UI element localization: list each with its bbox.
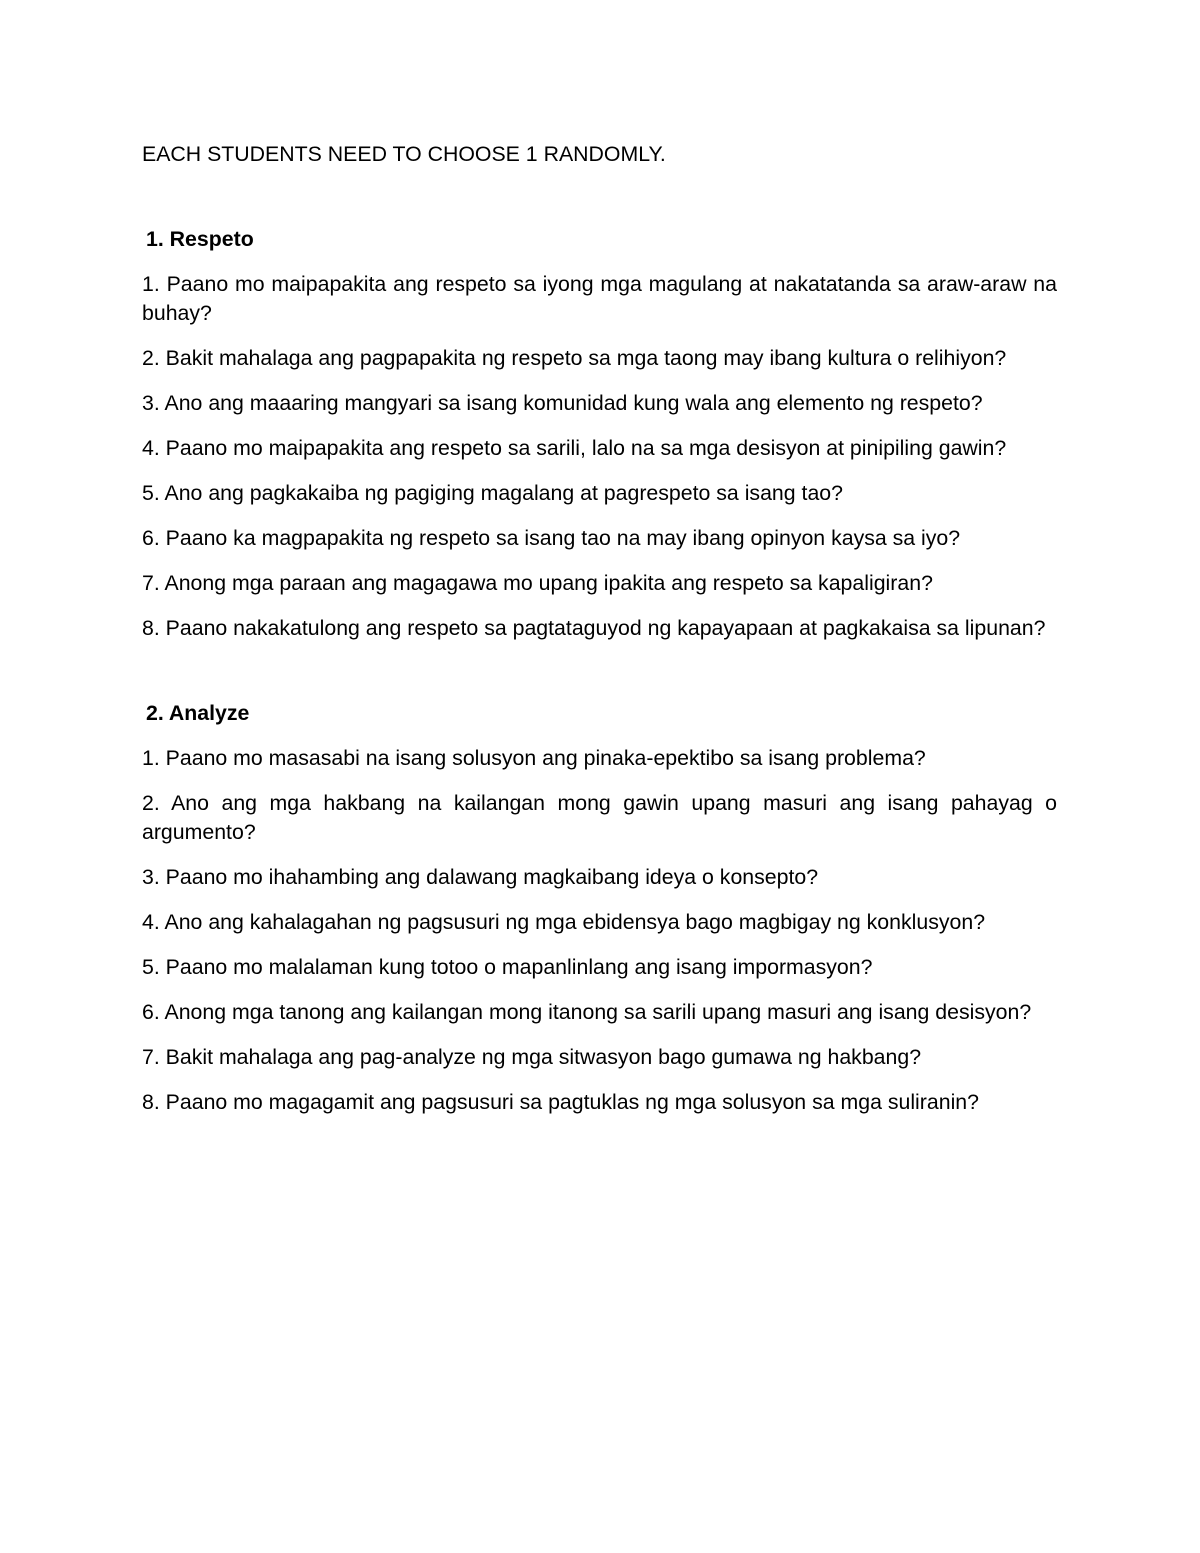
question-item: 8. Paano mo magagamit ang pagsusuri sa pagtuklas ng mga solusyon sa mga suliranin? [142, 1090, 979, 1114]
section-analyze [142, 699, 1057, 1117]
question-item: 3. Ano ang maaaring mangyari sa isang komunidad kung wala ang elemento ng respeto? [142, 391, 983, 415]
section-respeto [142, 225, 1057, 643]
question-item: 2. Bakit mahalaga ang pagpapakita ng respeto sa mga taong may ibang kultura o relihiyon? [142, 346, 1007, 370]
question-item: 5. Ano ang pagkakaiba ng pagiging magalang at pagrespeto sa isang tao? [142, 481, 843, 505]
question-item: 2. Ano ang mga hakbang na kailangan mong gawin upang masuri ang isang pahayag o argumento? [142, 791, 1057, 844]
question-item: 7. Bakit mahalaga ang pag-analyze ng mga sitwasyon bago gumawa ng hakbang? [142, 1045, 922, 1069]
question-item: 6. Anong mga tanong ang kailangan mong itanong sa sarili upang masuri ang isang desisyon? [142, 1000, 1032, 1024]
question-item: 6. Paano ka magpapakita ng respeto sa isang tao na may ibang opinyon kaysa sa iyo? [142, 526, 961, 550]
question-item: 4. Paano mo maipapakita ang respeto sa sarili, lalo na sa mga desisyon at pinipiling gawin? [142, 436, 1007, 460]
document-page [142, 140, 1057, 1133]
section-heading: 1. Respeto [146, 227, 254, 251]
question-item: 3. Paano mo ihahambing ang dalawang magkaibang ideya o konsepto? [142, 865, 819, 889]
question-item: 4. Ano ang kahalagahan ng pagsusuri ng mga ebidensya bago magbigay ng konklusyon? [142, 910, 986, 934]
section-heading: 2. Analyze [146, 701, 250, 725]
question-item: 5. Paano mo malalaman kung totoo o mapanlinlang ang isang impormasyon? [142, 955, 873, 979]
question-item: 8. Paano nakakatulong ang respeto sa pagtataguyod ng kapayapaan at pagkakaisa sa lipunan? [142, 616, 1046, 640]
question-item: 7. Anong mga paraan ang magagawa mo upang ipakita ang respeto sa kapaligiran? [142, 571, 933, 595]
instruction-text: EACH STUDENTS NEED TO CHOOSE 1 RANDOMLY. [142, 142, 666, 166]
question-item: 1. Paano mo masasabi na isang solusyon ang pinaka-epektibo sa isang problema? [142, 746, 926, 770]
question-item: 1. Paano mo maipapakita ang respeto sa iyong mga magulang at nakatatanda sa araw-araw na buhay? [142, 272, 1057, 325]
